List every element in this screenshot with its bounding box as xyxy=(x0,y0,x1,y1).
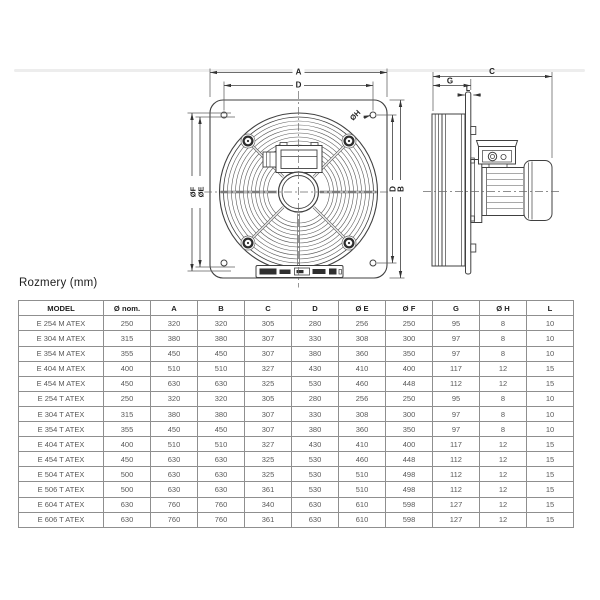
dim-label-d-right: D xyxy=(388,186,398,192)
dimension-cell: 450 xyxy=(198,422,245,437)
dimension-cell: 630 xyxy=(292,497,339,512)
dimension-cell: 510 xyxy=(339,467,386,482)
dimension-cell: 320 xyxy=(151,391,198,406)
column-header: Ø H xyxy=(480,301,527,316)
dimension-cell: 307 xyxy=(245,406,292,421)
dimension-cell: 10 xyxy=(527,316,574,331)
dimension-cell: 97 xyxy=(433,422,480,437)
dimension-cell: 300 xyxy=(386,331,433,346)
dimension-cell: 510 xyxy=(339,482,386,497)
dimension-cell: 127 xyxy=(433,512,480,527)
motor-box-front xyxy=(263,143,322,173)
dimension-cell: 355 xyxy=(104,346,151,361)
model-cell: E 354 T ATEX xyxy=(19,422,104,437)
dimension-cell: 510 xyxy=(198,437,245,452)
dimension-cell: 330 xyxy=(292,406,339,421)
dimension-cell: 97 xyxy=(433,331,480,346)
dimension-cell: 400 xyxy=(104,437,151,452)
dimension-cell: 340 xyxy=(245,497,292,512)
model-cell: E 354 M ATEX xyxy=(19,346,104,361)
model-cell: E 506 T ATEX xyxy=(19,482,104,497)
dimension-cell: 530 xyxy=(292,452,339,467)
dimensions-table-container xyxy=(18,300,574,528)
table-row xyxy=(19,467,574,482)
model-cell: E 454 T ATEX xyxy=(19,452,104,467)
table-row xyxy=(19,391,574,406)
table-row xyxy=(19,422,574,437)
model-cell: E 606 T ATEX xyxy=(19,512,104,527)
dimension-cell: 12 xyxy=(480,452,527,467)
dimension-cell: 112 xyxy=(433,376,480,391)
dimension-cell: 630 xyxy=(104,512,151,527)
side-plate-bolts xyxy=(471,127,476,253)
nameplate xyxy=(256,266,343,278)
dimension-cell: 630 xyxy=(151,467,198,482)
dimension-cell: 8 xyxy=(480,346,527,361)
dimension-cell: 12 xyxy=(480,467,527,482)
dimension-cell: 630 xyxy=(292,512,339,527)
dimension-cell: 320 xyxy=(198,391,245,406)
dimension-cell: 117 xyxy=(433,361,480,376)
dimension-cell: 8 xyxy=(480,422,527,437)
dimension-cell: 15 xyxy=(527,497,574,512)
dimension-cell: 15 xyxy=(527,376,574,391)
dimension-cell: 325 xyxy=(245,376,292,391)
dimension-cell: 315 xyxy=(104,406,151,421)
table-row xyxy=(19,437,574,452)
dimension-cell: 307 xyxy=(245,331,292,346)
dimension-cell: 460 xyxy=(339,376,386,391)
fan-front-view xyxy=(188,67,406,288)
motor-flange xyxy=(471,160,482,223)
dim-label-oh: ØH xyxy=(348,108,363,123)
model-cell: E 404 T ATEX xyxy=(19,437,104,452)
table-row xyxy=(19,406,574,421)
dimension-cell: 10 xyxy=(527,331,574,346)
dimension-cell: 250 xyxy=(386,391,433,406)
dimension-cell: 430 xyxy=(292,437,339,452)
column-header: G xyxy=(433,301,480,316)
dimension-cell: 112 xyxy=(433,482,480,497)
dimension-cell: 360 xyxy=(339,346,386,361)
dimension-cell: 280 xyxy=(292,316,339,331)
dimension-cell: 355 xyxy=(104,422,151,437)
dimension-cell: 498 xyxy=(386,467,433,482)
motor-end-cap xyxy=(524,161,552,221)
dimension-cell: 12 xyxy=(480,512,527,527)
model-cell: E 254 T ATEX xyxy=(19,391,104,406)
dimension-cell: 630 xyxy=(198,376,245,391)
dimensions-table xyxy=(18,300,574,528)
dimension-cell: 10 xyxy=(527,422,574,437)
dimension-cell: 450 xyxy=(104,376,151,391)
dimension-cell: 8 xyxy=(480,331,527,346)
model-cell: E 504 T ATEX xyxy=(19,467,104,482)
side-casing xyxy=(442,114,465,266)
dim-label-a: A xyxy=(295,67,302,77)
dimension-cell: 630 xyxy=(198,482,245,497)
dimension-cell: 500 xyxy=(104,467,151,482)
dimension-cell: 315 xyxy=(104,331,151,346)
table-heading: Rozmery (mm) xyxy=(19,277,98,289)
dimension-cell: 510 xyxy=(151,361,198,376)
dimension-cell: 325 xyxy=(245,467,292,482)
dimension-cell: 360 xyxy=(339,422,386,437)
dimension-cell: 127 xyxy=(433,497,480,512)
dimension-cell: 610 xyxy=(339,512,386,527)
column-header: D xyxy=(292,301,339,316)
dimension-cell: 320 xyxy=(151,316,198,331)
dimension-cell: 12 xyxy=(480,437,527,452)
dimension-cell: 500 xyxy=(104,482,151,497)
model-cell: E 404 M ATEX xyxy=(19,361,104,376)
dimension-cell: 327 xyxy=(245,361,292,376)
dimension-cell: 10 xyxy=(527,391,574,406)
dimension-cell: 300 xyxy=(386,406,433,421)
dimension-cell: 430 xyxy=(292,361,339,376)
dimension-cell: 400 xyxy=(104,361,151,376)
dimension-cell: 15 xyxy=(527,512,574,527)
dimension-cell: 380 xyxy=(198,331,245,346)
dims-table-body xyxy=(19,316,574,527)
column-header: A xyxy=(151,301,198,316)
dimension-cell: 15 xyxy=(527,482,574,497)
dim-label-d-top: D xyxy=(295,80,302,90)
dimension-cell: 8 xyxy=(480,406,527,421)
dimension-cell: 630 xyxy=(198,452,245,467)
cable-gland-small xyxy=(501,154,506,159)
dimension-cell: 630 xyxy=(198,467,245,482)
dimension-cell: 350 xyxy=(386,346,433,361)
dimension-cell: 630 xyxy=(104,497,151,512)
dimension-cell: 256 xyxy=(339,391,386,406)
dimension-cell: 15 xyxy=(527,452,574,467)
dimension-cell: 10 xyxy=(527,346,574,361)
dimension-cell: 510 xyxy=(151,437,198,452)
column-header: L xyxy=(527,301,574,316)
terminal-box xyxy=(477,141,518,168)
dimension-cell: 350 xyxy=(386,422,433,437)
dimension-cell: 307 xyxy=(245,422,292,437)
dimension-cell: 380 xyxy=(292,422,339,437)
column-header: C xyxy=(245,301,292,316)
dimension-cell: 530 xyxy=(292,376,339,391)
dimension-cell: 510 xyxy=(198,361,245,376)
dimension-cell: 400 xyxy=(386,361,433,376)
dimension-cell: 12 xyxy=(480,497,527,512)
column-header: Ø F xyxy=(386,301,433,316)
dimension-cell: 308 xyxy=(339,406,386,421)
dimension-cell: 97 xyxy=(433,406,480,421)
table-row xyxy=(19,482,574,497)
dimension-cell: 410 xyxy=(339,437,386,452)
table-row xyxy=(19,512,574,527)
side-plate xyxy=(466,92,471,274)
dim-label-of: ØF xyxy=(188,186,198,198)
dim-label-l: L xyxy=(465,86,471,93)
dim-label-oe: ØE xyxy=(196,186,206,198)
dims-table-head-row xyxy=(19,301,574,316)
dim-label-c: C xyxy=(489,67,495,76)
model-cell: E 454 M ATEX xyxy=(19,376,104,391)
dimension-cell: 327 xyxy=(245,437,292,452)
table-row xyxy=(19,497,574,512)
model-cell: E 254 M ATEX xyxy=(19,316,104,331)
column-header: Ø E xyxy=(339,301,386,316)
dimension-cell: 410 xyxy=(339,361,386,376)
dimension-cell: 760 xyxy=(151,512,198,527)
dimension-cell: 12 xyxy=(480,376,527,391)
side-grille xyxy=(432,114,442,266)
model-cell: E 304 T ATEX xyxy=(19,406,104,421)
column-header: B xyxy=(198,301,245,316)
dimension-cell: 498 xyxy=(386,482,433,497)
dimension-cell: 15 xyxy=(527,437,574,452)
dimension-cell: 250 xyxy=(104,391,151,406)
dimension-cell: 250 xyxy=(104,316,151,331)
dimension-cell: 10 xyxy=(527,406,574,421)
dimension-cell: 450 xyxy=(104,452,151,467)
dimension-cell: 325 xyxy=(245,452,292,467)
dimension-cell: 97 xyxy=(433,346,480,361)
dimension-cell: 95 xyxy=(433,316,480,331)
dimension-cell: 448 xyxy=(386,452,433,467)
dimension-cell: 530 xyxy=(292,482,339,497)
dimension-cell: 450 xyxy=(198,346,245,361)
dimension-cell: 598 xyxy=(386,497,433,512)
table-row xyxy=(19,452,574,467)
dimension-cell: 450 xyxy=(151,422,198,437)
dimension-cell: 15 xyxy=(527,361,574,376)
dimension-cell: 307 xyxy=(245,346,292,361)
dimension-cell: 380 xyxy=(151,331,198,346)
dimension-cell: 250 xyxy=(386,316,433,331)
centerlines-front xyxy=(204,91,393,288)
dimension-cell: 305 xyxy=(245,391,292,406)
dimension-cell: 400 xyxy=(386,437,433,452)
dimension-cell: 256 xyxy=(339,316,386,331)
dimension-cell: 361 xyxy=(245,482,292,497)
dimension-cell: 112 xyxy=(433,467,480,482)
column-header: MODEL xyxy=(19,301,104,316)
dimension-cell: 760 xyxy=(198,497,245,512)
dim-label-b: B xyxy=(396,186,406,192)
dimension-cell: 8 xyxy=(480,316,527,331)
dimension-cell: 95 xyxy=(433,391,480,406)
dimension-cell: 12 xyxy=(480,482,527,497)
dimension-cell: 598 xyxy=(386,512,433,527)
dimension-cell: 450 xyxy=(151,346,198,361)
table-row xyxy=(19,331,574,346)
dimension-cell: 448 xyxy=(386,376,433,391)
fan-side-view xyxy=(423,67,560,274)
dimension-cell: 330 xyxy=(292,331,339,346)
dimension-cell: 380 xyxy=(292,346,339,361)
dimension-cell: 380 xyxy=(151,406,198,421)
dimension-cell: 12 xyxy=(480,361,527,376)
column-header: Ø nom. xyxy=(104,301,151,316)
dimension-cell: 320 xyxy=(198,316,245,331)
dimension-cell: 280 xyxy=(292,391,339,406)
dimension-cell: 117 xyxy=(433,437,480,452)
dimension-cell: 15 xyxy=(527,467,574,482)
dimension-cell: 530 xyxy=(292,467,339,482)
table-row xyxy=(19,361,574,376)
dimension-cell: 760 xyxy=(151,497,198,512)
table-row xyxy=(19,316,574,331)
dimension-cell: 630 xyxy=(151,482,198,497)
dimension-cell: 630 xyxy=(151,452,198,467)
dimension-cell: 361 xyxy=(245,512,292,527)
dimension-cell: 112 xyxy=(433,452,480,467)
table-row xyxy=(19,346,574,361)
table-row xyxy=(19,376,574,391)
dimension-cell: 460 xyxy=(339,452,386,467)
dimension-cell: 610 xyxy=(339,497,386,512)
dimension-cell: 630 xyxy=(151,376,198,391)
dimension-cell: 380 xyxy=(198,406,245,421)
model-cell: E 604 T ATEX xyxy=(19,497,104,512)
dim-label-g: G xyxy=(446,76,454,86)
dimension-cell: 305 xyxy=(245,316,292,331)
model-cell: E 304 M ATEX xyxy=(19,331,104,346)
dimension-cell: 8 xyxy=(480,391,527,406)
dimension-cell: 308 xyxy=(339,331,386,346)
dimension-cell: 760 xyxy=(198,512,245,527)
